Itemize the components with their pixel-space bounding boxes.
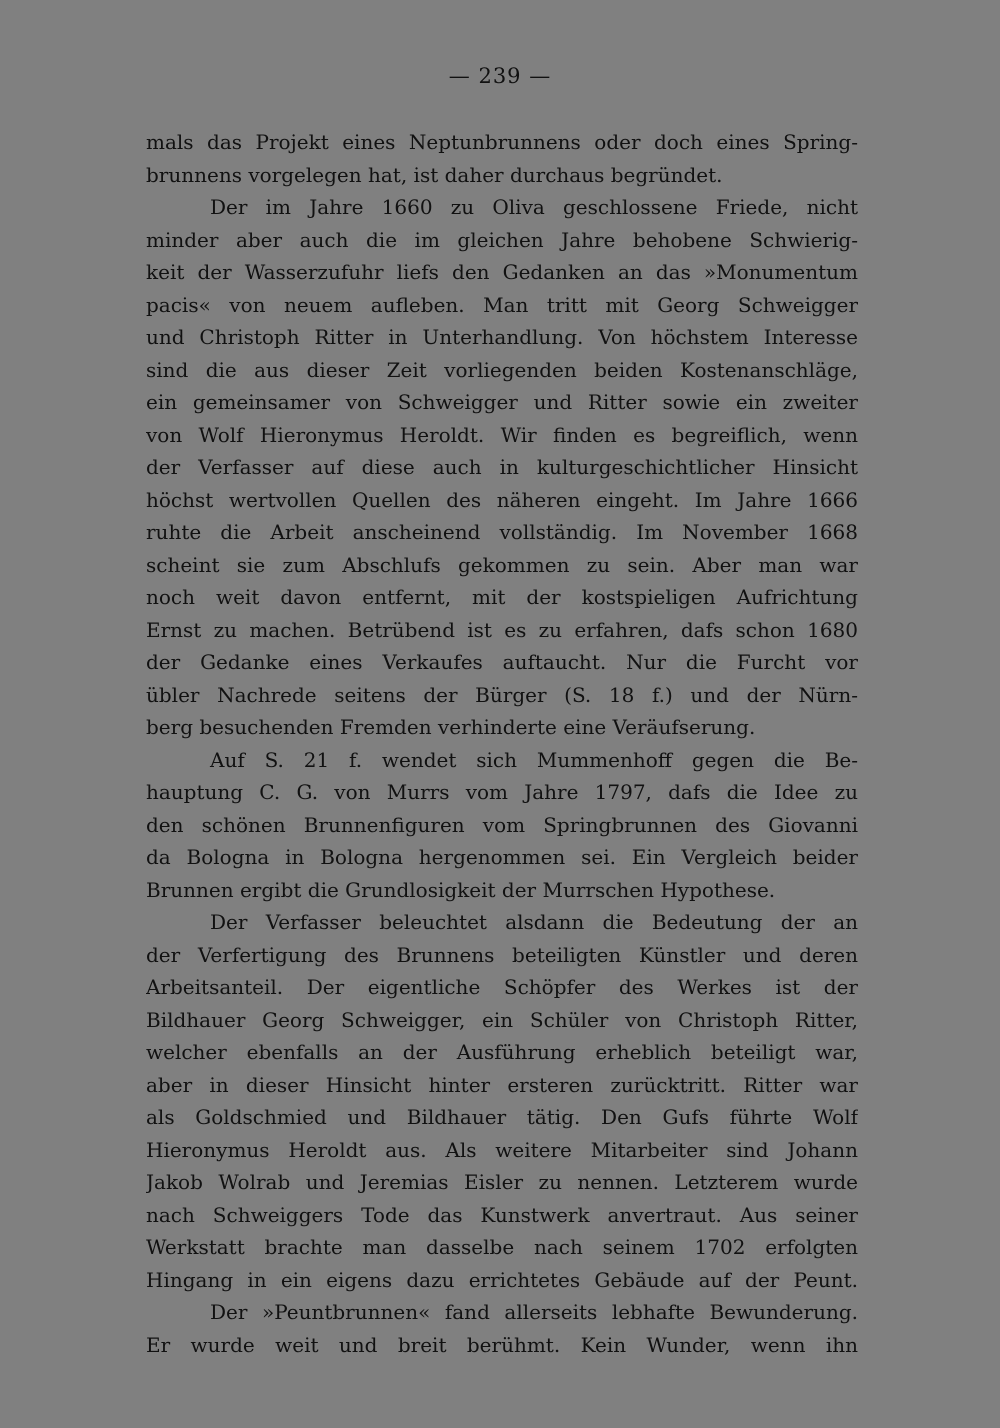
text-line: Er wurde weit und breit berühmt. Kein Wunder, wenn ihn — [146, 1332, 858, 1357]
text-line: Der Verfasser beleuchtet alsdann die Bedeutung der an — [210, 910, 858, 934]
text-line: der Verfasser auf diese auch in kulturgeschichtlicher Hinsicht — [146, 455, 858, 479]
text-line: den schönen Brunnenfiguren vom Springbrunnen des Giovanni — [146, 812, 858, 837]
text-line: von Wolf Hieronymus Heroldt. Wir finden es begreiflich, wenn — [146, 422, 858, 447]
text-line: mals das Projekt eines Neptunbrunnens oder doch eines Spring- — [146, 130, 858, 154]
text-line: Jakob Wolrab und Jeremias Eisler zu nennen. Letzterem wurde — [146, 1170, 858, 1194]
text-line: da Bologna in Bologna hergenommen sei. Ein Vergleich beider — [146, 845, 858, 869]
text-line: berg besuchenden Fremden verhinderte eine Veräufserung. — [146, 715, 756, 739]
text-line: höchst wertvollen Quellen des näheren eingeht. Im Jahre 1666 — [146, 487, 858, 512]
text-line: ein gemeinsamer von Schweigger und Ritter sowie ein zweiter — [146, 390, 858, 414]
text-line: sind die aus dieser Zeit vorliegenden beiden Kostenanschläge, — [146, 357, 858, 382]
text-line: Brunnen ergibt die Grundlosigkeit der Murrschen Hypothese. — [146, 877, 776, 902]
text-line: Ernst zu machen. Betrübend ist es zu erfahren, dafs schon 1680 — [146, 617, 858, 642]
page-number: — 239 — — [448, 64, 552, 88]
text-line: brunnens vorgelegen hat, ist daher durchaus begründet. — [146, 162, 723, 187]
text-line: Bildhauer Georg Schweigger, ein Schüler von Christoph Ritter, — [146, 1007, 858, 1032]
text-line: hauptung C. G. von Murrs vom Jahre 1797, dafs die Idee zu — [146, 780, 858, 804]
text-line: noch weit davon entfernt, mit der kostspieligen Aufrichtung — [146, 585, 858, 609]
text-line: übler Nachrede seitens der Bürger (S. 18 f.) und der Nürn- — [146, 682, 858, 707]
text-line: und Christoph Ritter in Unterhandlung. Von höchstem Interesse — [146, 325, 858, 349]
text-line: Hieronymus Heroldt aus. Als weitere Mitarbeiter sind Johann — [146, 1137, 858, 1162]
text-line: ruhte die Arbeit anscheinend vollständig. Im November 1668 — [146, 520, 858, 544]
text-line: als Goldschmied und Bildhauer tätig. Den Gufs führte Wolf — [146, 1105, 858, 1129]
text-line: Der im Jahre 1660 zu Oliva geschlossene Friede, nicht — [210, 195, 858, 219]
text-line: scheint sie zum Abschlufs gekommen zu sein. Aber man war — [146, 552, 858, 577]
body-text — [146, 126, 858, 1361]
text-line: Arbeitsanteil. Der eigentliche Schöpfer des Werkes ist der — [146, 975, 858, 999]
text-line: Hingang in ein eigens dazu errichtetes Gebäude auf der Peunt. — [146, 1267, 858, 1292]
text-line: der Verfertigung des Brunnens beteiligten Künstler und deren — [146, 942, 858, 967]
text-line: nach Schweiggers Tode das Kunstwerk anvertraut. Aus seiner — [146, 1202, 858, 1227]
text-line: Auf S. 21 f. wendet sich Mummenhoff gegen die Be- — [210, 747, 858, 772]
text-line: minder aber auch die im gleichen Jahre behobene Schwierig- — [146, 227, 858, 252]
text-line: Der »Peuntbrunnen« fand allerseits lebhafte Bewunderung. — [210, 1300, 858, 1324]
text-line: keit der Wasserzufuhr liefs den Gedanken an das »Monumentum — [146, 260, 858, 284]
text-line: aber in dieser Hinsicht hinter ersteren zurücktritt. Ritter war — [146, 1072, 858, 1097]
text-line: Werkstatt brachte man dasselbe nach seinem 1702 erfolgten — [146, 1235, 858, 1259]
text-line: der Gedanke eines Verkaufes auftaucht. Nur die Furcht vor — [146, 650, 858, 674]
text-line: pacis« von neuem aufleben. Man tritt mit Georg Schweigger — [146, 292, 858, 317]
text-line: welcher ebenfalls an der Ausführung erheblich beteiligt war, — [146, 1040, 858, 1064]
